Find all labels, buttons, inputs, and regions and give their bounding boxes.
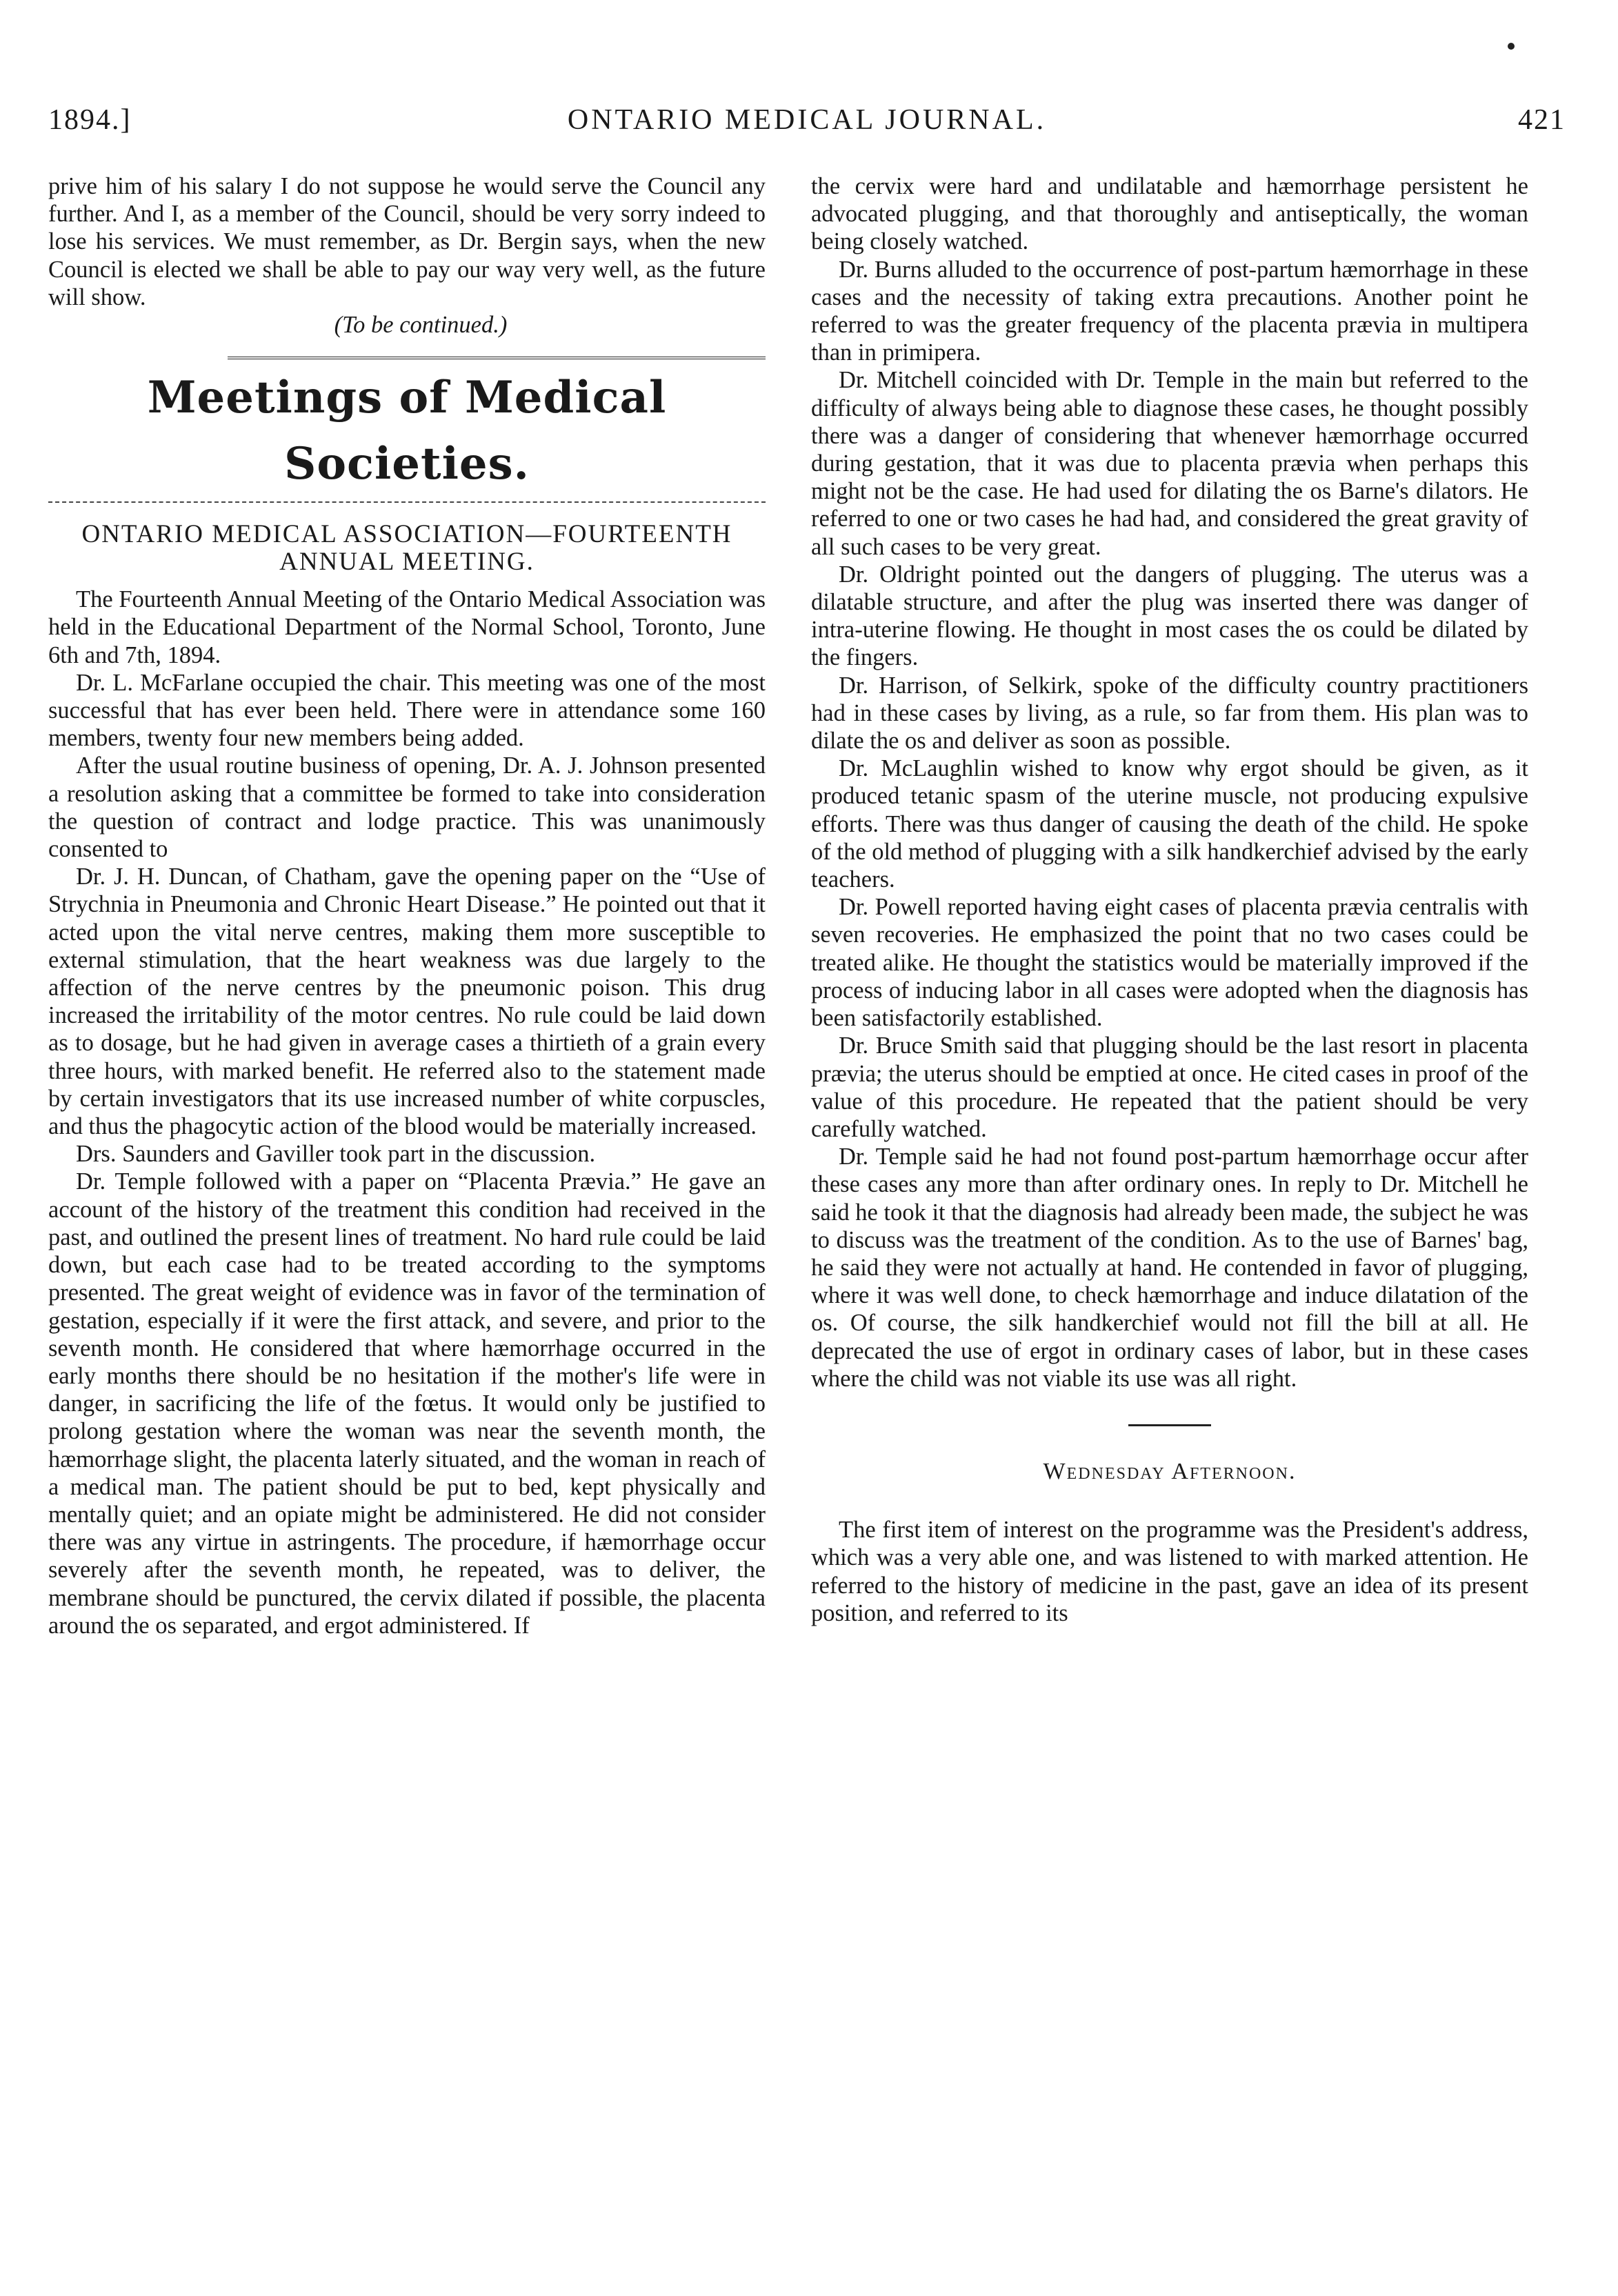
section-rule-bottom [48, 501, 766, 503]
paragraph: Dr. McLaughlin wished to know why ergot should be given, as it produced tetanic spasm of the uterine muscle, not producing expulsive efforts. There was thus danger of causing the death of the child. He spoke of the old method of plugging with a silk handkerchief advised by the early teachers. [811, 755, 1528, 893]
paragraph: Dr. Temple followed with a paper on “Placenta Prævia.” He gave an account of the history of the treatment this condition had received in the past, and outlined the present lines of treatment. No hard rule could be laid down, but each case had to be treated according to the symptoms presented. The great weight of evidence was in favor of the termination of gestation, especially if it were the first attack, and severe, and prior to the seventh month. He considered that where hæmorrhage occurred in the early months there should be no hesitation if the mother's life were in danger, in sacrificing the life of the fœtus. It would only be justified to prolong gestation where the woman was near the seventh month, the hæmorrhage slight, the placenta laterly situated, and the woman in reach of a medical man. The patient should be put to bed, kept physically and mentally quiet; and an opiate might be administered. He did not consider there was any virtue in astringents. The procedure, if hæmorrhage occur severely after the seventh month, he repeated, was to deliver, the membrane should be punctured, the cervix dilated if possible, the placenta around the os separated, and ergot administered. If [48, 1168, 766, 1639]
double-rule [228, 357, 766, 359]
section-heading: Meetings of Medical Societies. [147, 372, 667, 490]
page-number: 421 [1518, 104, 1566, 136]
paragraph: Dr. Burns alluded to the occurrence of post-partum hæmorrhage in these cases and the necessity of taking extra precautions. Another point he referred to was the greater frequency of the placenta prævia in multipera than in primipera. [811, 256, 1528, 366]
header-year: 1894.] [48, 104, 132, 136]
continued-paragraph: the cervix were hard and undilatable and hæmorrhage persistent he advocated plugging, and that thoroughly and antiseptically, the woman being closely watched. [811, 173, 1528, 255]
article-heading: ONTARIO MEDICAL ASSOCIATION—FOURTEENTH ANNUAL MEETING. [81, 520, 732, 577]
to-be-continued: (To be continued.) [334, 312, 508, 339]
paragraph: After the usual routine business of opening, Dr. A. J. Johnson presented a resolution asking that a committee be formed to take into consideration the question of contract and lodge practice. This was unanimously consented to [48, 752, 766, 863]
paragraph: Dr. J. H. Duncan, of Chatham, gave the opening paper on the “Use of Strychnia in Pneumonia and Chronic Heart Disease.” He pointed out that it acted upon the vital nerve centres, making them more susceptible to external stimulation, that the heart weakness was due largely to the affection of the nerve centres by the pneumonic poison. This drug increased the irritability of the motor centres. No rule could be laid down as to dosage, but he had given in average cases a thirtieth of a grain every three hours, with marked benefit. He referred also to the statement made by certain investigators that its use increased number of white corpuscles, and thus the phagocytic action of the blood would be materially increased. [48, 864, 766, 1140]
section-divider [1128, 1424, 1211, 1426]
right-column [811, 172, 1528, 1627]
ink-speck [1508, 43, 1515, 50]
left-column [48, 172, 766, 1639]
paragraph: Dr. Powell reported having eight cases of placenta prævia centralis with seven recoveries. He emphasized the point that no two cases could be treated alike. He thought the statistics would be materially improved if the process of inducing labor in all cases were adopted when the diagnosis has been satisfactorily established. [811, 894, 1528, 1032]
paragraph: Dr. Oldright pointed out the dangers of plugging. The uterus was a dilatable structure, and after the plug was inserted there was danger of intra-uterine flowing. He thought in most cases the os could be dilated by the fingers. [811, 561, 1528, 671]
paragraph: Dr. Harrison, of Selkirk, spoke of the difficulty country practitioners had in these cases by living, as a rule, so far from them. His plan was to dilate the os and deliver as soon as possible. [811, 672, 1528, 755]
running-head [48, 103, 1566, 145]
paragraph: The first item of interest on the programme was the President's address, which was a very able one, and was listened to with marked attention. He referred to the history of medicine in the past, gave an idea of its present position, and referred to its [811, 1517, 1528, 1626]
continued-paragraph: prive him of his salary I do not suppose he would serve the Council any further. And I, as a member of the Council, should be very sorry indeed to lose his services. We must remember, as Dr. Bergin says, when the new Council is elected we shall be able to pay our way very well, as the future will show. [48, 173, 766, 310]
section-rule-top [48, 357, 766, 359]
paragraph: Dr. L. McFarlane occupied the chair. This meeting was one of the most successful that has ever been held. There were in attendance some 160 members, twenty four new members being added. [48, 669, 766, 752]
paragraph: Drs. Saunders and Gaviller took part in the discussion. [76, 1141, 596, 1168]
paragraph: Dr. Temple said he had not found post-partum hæmorrhage occur after these cases any more than after ordinary ones. In reply to Dr. Mitchell he said he took it that the diagnosis had already been made, the subject he was to discuss was the treatment of the condition. As to the use of Barnes' bag, he said they were not actually at hand. He contended in favor of plugging, where it was well done, to check hæmorrhage and induce dilatation of the os. Of course, the silk handkerchief would not fill the bill at all. He deprecated the use of ergot in ordinary cases of labor, but in these cases where the child was not viable its use was all right. [811, 1144, 1528, 1392]
paragraph: The Fourteenth Annual Meeting of the Ontario Medical Association was held in the Educational Department of the Normal School, Toronto, June 6th and 7th, 1894. [48, 586, 766, 668]
paragraph: Dr. Bruce Smith said that plugging should be the last resort in placenta prævia; the uterus should be emptied at once. He cited cases in proof of the value of this procedure. He repeated that the patient should be very carefully watched. [811, 1032, 1528, 1142]
subheading: Wednesday Afternoon. [1043, 1458, 1297, 1484]
paragraph: Dr. Mitchell coincided with Dr. Temple in the main but referred to the difficulty of always being able to diagnose these cases, he thought possibly there was a danger of considering that whenever hæmorrhage occurred during gestation, that it was due to placenta prævia when perhaps this might not be the case. He had used for dilating the os Barne's dilators. He referred to one or two cases he had had, and considered the great gravity of all such cases to be very great. [811, 367, 1528, 560]
journal-title: ONTARIO MEDICAL JOURNAL. [567, 104, 1047, 136]
